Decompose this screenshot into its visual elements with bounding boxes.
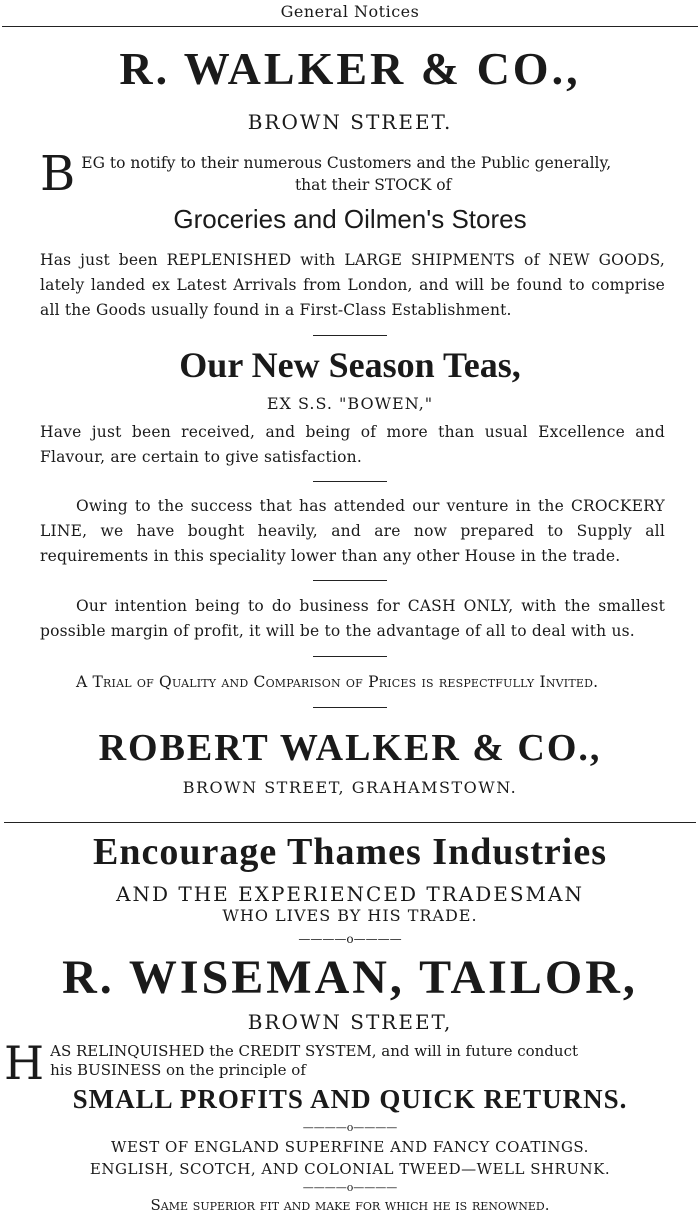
walker-intro-line2: that their STOCK of (294, 176, 452, 194)
walker-drop-cap: B (40, 146, 76, 202)
wiseman-drop-cap: H (4, 1036, 45, 1090)
teas-paragraph: Have just been received, and being of more than usual Excellence and Flavour, are certain to give satisfaction. (40, 423, 665, 466)
teas-ship: EX S.S. "BOWEN," (266, 394, 434, 413)
header-rule (2, 26, 698, 27)
short-rule-5 (313, 707, 387, 708)
crockery-paragraph: Owing to the success that has attended our venture in the CROCKERY LINE, we have bought heavily, and are now prepared to Supply all requirements in this speciality lower than any other House in the trade. (40, 497, 665, 565)
teas-heading: Our New Season Teas, (179, 345, 521, 385)
goods-line-2: ENGLISH, SCOTCH, AND COLONIAL TWEED—WELL SHRUNK. (89, 1160, 611, 1178)
thames-sub1: AND THE EXPERIENCED TRADESMAN (116, 882, 584, 906)
replenished-paragraph: Has just been REPLENISHED with LARGE SHIPMENTS of NEW GOODS, lately landed ex Latest Arrivals from London, and will be found to comprise all the Goods usually found in a First-Class Establishment. (40, 251, 665, 319)
thames-sub2: WHO LIVES BY HIS TRADE. (222, 906, 478, 925)
divider-1: ————o———— (298, 932, 402, 946)
walker-intro (40, 146, 665, 202)
thames-headline: Encourage Thames Industries (92, 831, 608, 873)
wiseman-intro-line1: AS RELINQUISHED the CREDIT SYSTEM, and will in future conduct (50, 1042, 579, 1060)
short-rule-3 (313, 580, 387, 581)
wiseman-intro (4, 1036, 696, 1090)
walker-intro-line1: EG to notify to their numerous Customers and the Public generally, (81, 154, 612, 172)
short-rule-2 (313, 481, 387, 482)
walker-firm-name: R. WALKER & CO., (119, 43, 581, 94)
short-rule-4 (313, 656, 387, 657)
groceries-heading: Groceries and Oilmen's Stores (173, 204, 527, 234)
wiseman-name: R. WISEMAN, TAILOR, (62, 951, 638, 1004)
section-header: General Notices (280, 2, 420, 21)
walker-signature: ROBERT WALKER & CO., (98, 727, 602, 769)
ad-separator-rule (4, 822, 696, 823)
goods-line-1: WEST OF ENGLAND SUPERFINE AND FANCY COATINGS. (111, 1138, 589, 1156)
walker-address: BROWN STREET, GRAHAMSTOWN. (182, 778, 518, 797)
wiseman-slogan: SMALL PROFITS AND QUICK RETURNS. (72, 1084, 628, 1114)
cash-paragraph: Our intention being to do business for CASH ONLY, with the smallest possible margin of profit, it will be to the advantage of all to deal with us. (40, 597, 665, 640)
short-rule-1 (313, 335, 387, 336)
wiseman-intro-line2: his BUSINESS on the principle of (50, 1061, 306, 1079)
trial-paragraph: A Trial of Quality and Comparison of Prices is respectfully Invited. (76, 673, 599, 691)
walker-street: BROWN STREET. (247, 110, 453, 134)
wiseman-closing: Same superior fit and make for which he is renowned. (150, 1196, 550, 1214)
divider-3: ————o———— (302, 1181, 398, 1194)
divider-2: ————o———— (302, 1121, 398, 1134)
wiseman-street: BROWN STREET, (247, 1010, 453, 1034)
